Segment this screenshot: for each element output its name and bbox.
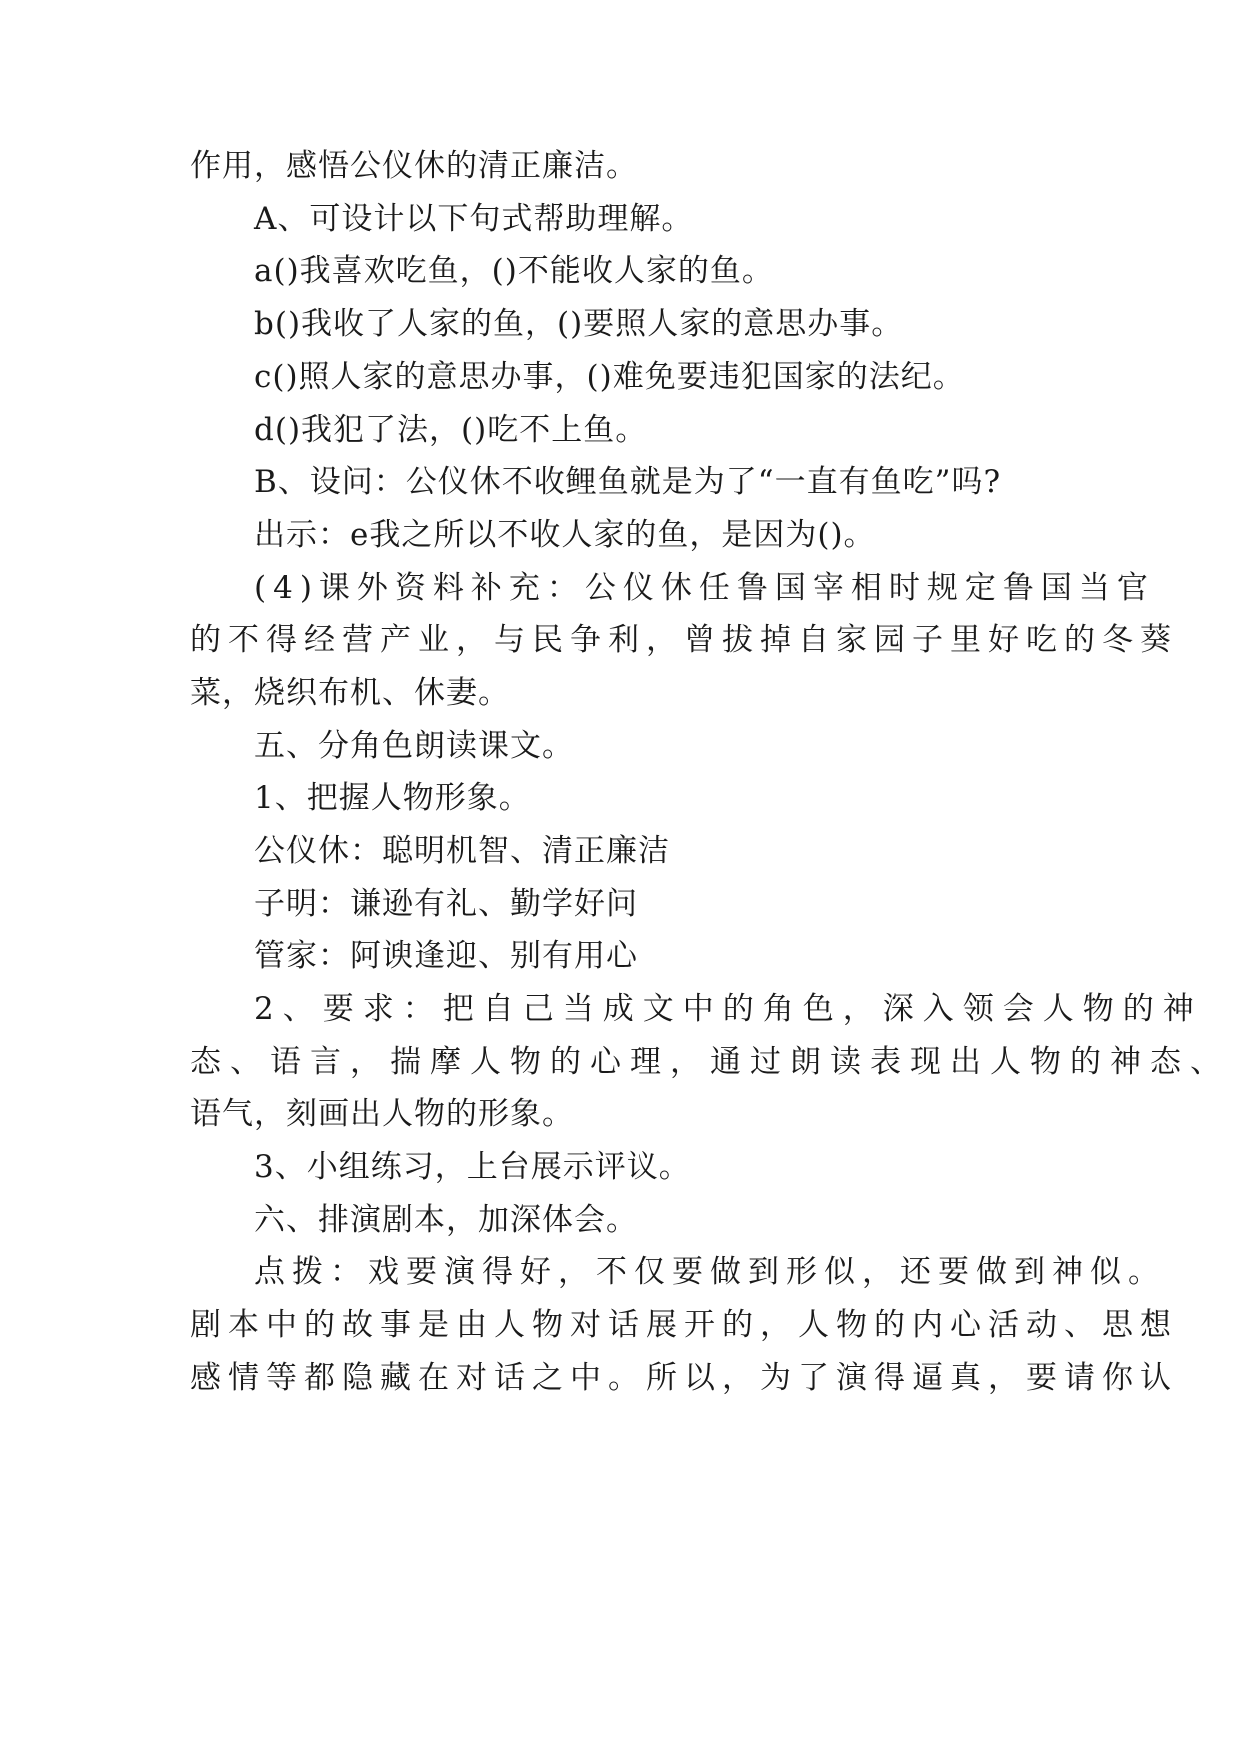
text-line: a()我喜欢吃鱼，()不能收人家的鱼。: [254, 253, 774, 289]
text-line: A、可设计以下句式帮助理解。: [254, 201, 694, 237]
text-line: 3、小组练习，上台展示评议。: [254, 1149, 691, 1185]
text-line: c()照人家的意思办事，()难免要违犯国家的法纪。: [254, 359, 965, 395]
text-line: B、设问：公仪休不收鲤鱼就是为了“一直有鱼吃”吗?: [254, 464, 1002, 500]
text-line: 管家：阿谀逢迎、别有用心: [254, 938, 638, 974]
text-line: 2、要求：把自己当成文中的角色，深入领会人物的神: [254, 991, 1203, 1027]
text-line: 态、语言，揣摩人物的心理，通过朗读表现出人物的神态、: [190, 1044, 1230, 1080]
text-line: 感情等都隐藏在对话之中。所以，为了演得逼真，要请你认: [190, 1360, 1178, 1396]
text-line: 出示：e我之所以不收人家的鱼，是因为()。: [254, 517, 876, 553]
text-line: b()我收了人家的鱼，()要照人家的意思办事。: [254, 306, 904, 342]
text-line: (4)课外资料补充：公仪休任鲁国宰相时规定鲁国当官: [254, 570, 1155, 606]
text-line: 作用，感悟公仪休的清正廉洁。: [190, 148, 638, 184]
text-line: 1、把握人物形象。: [254, 780, 531, 816]
text-line: 公仪休：聪明机智、清正廉洁: [254, 833, 670, 869]
text-line: 子明：谦逊有礼、勤学好问: [254, 886, 638, 922]
text-line: 菜，烧织布机、休妻。: [190, 675, 510, 711]
text-line: 剧本中的故事是由人物对话展开的，人物的内心活动、思想: [190, 1307, 1178, 1343]
text-line: d()我犯了法，()吃不上鱼。: [254, 412, 648, 448]
text-line: 的不得经营产业，与民争利，曾拔掉自家园子里好吃的冬葵: [190, 622, 1178, 658]
text-line: 语气，刻画出人物的形象。: [190, 1096, 574, 1132]
text-line: 五、分角色朗读课文。: [254, 728, 574, 764]
text-line: 六、排演剧本，加深体会。: [254, 1202, 638, 1238]
text-line: 点拨：戏要演得好，不仅要做到形似，还要做到神似。: [254, 1254, 1166, 1290]
